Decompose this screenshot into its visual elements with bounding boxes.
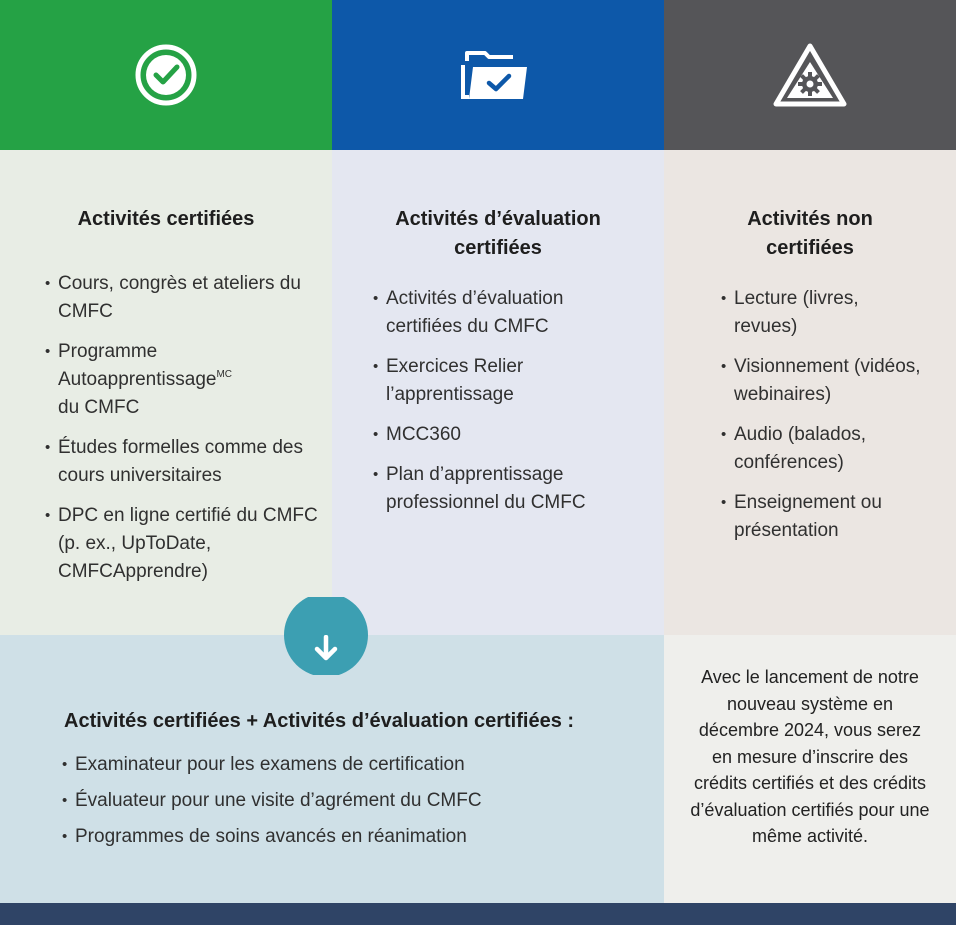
list-item: • Audio (balados, conférences) (721, 421, 921, 477)
arrow-down-icon (284, 597, 368, 675)
footer-bar (0, 903, 956, 925)
certified-title (0, 205, 332, 234)
list-item: • Programmes de soins avancés en réanimation (62, 823, 642, 851)
list-item: • Cours, congrès et ateliers du CMFC (45, 270, 320, 326)
list-item-text: du CMFC (58, 397, 140, 418)
non-certified-title-line2: certifiées (766, 237, 854, 259)
note-text: Avec le lancement de notre nouveau système en décembre 2024, vous serez en mesure d’inscrire des crédits certifiés et des crédits d’évaluation certifiés pour une même activité. (690, 667, 930, 846)
list-item (45, 338, 320, 422)
check-circle-icon (134, 43, 198, 107)
trademark-mark: MC (216, 369, 233, 380)
assessment-header (332, 0, 664, 150)
list-item: • Examinateur pour les examens de certification (62, 751, 642, 779)
assessment-title (332, 205, 664, 263)
list-item: • Lecture (livres, revues) (721, 285, 921, 341)
list-item: • Visionnement (vidéos, webinaires) (721, 353, 921, 409)
list-item: • Exercices Relier l’apprentissage (373, 353, 643, 409)
list-item: • Enseignement ou présentation (721, 489, 921, 545)
list-item: • Activités d’évaluation certifiées du CMFC (373, 285, 643, 341)
assessment-title-line1: Activités d’évaluation (395, 208, 601, 230)
non-certified-title-line1: Activités non (747, 208, 873, 230)
non-certified-title (664, 205, 956, 263)
combined-title: Activités certifiées + Activités d’évaluation certifiées : (64, 710, 575, 732)
list-item: • Études formelles comme des cours universitaires (45, 434, 320, 490)
warning-gear-icon (773, 42, 847, 108)
assessment-title-line2: certifiées (454, 237, 542, 259)
folder-check-icon (461, 47, 535, 103)
certified-panel (0, 150, 332, 635)
non-certified-panel (664, 150, 956, 635)
assessment-list (373, 285, 643, 529)
certified-header (0, 0, 332, 150)
assessment-panel (332, 150, 664, 635)
certified-title-text: Activités certifiées (77, 208, 255, 230)
list-item: • DPC en ligne certifié du CMFC (p. ex., UpToDate, CMFCApprendre) (45, 502, 320, 586)
note-box (664, 635, 956, 903)
list-item: • Évaluateur pour une visite d’agrément du CMFC (62, 787, 642, 815)
list-item-text: Programme Autoapprentissage (58, 341, 217, 390)
combined-list (62, 751, 642, 859)
certified-list (45, 270, 320, 598)
combined-section (0, 635, 664, 903)
non-certified-header (664, 0, 956, 150)
list-item: • MCC360 (373, 421, 643, 449)
list-item: • Plan d’apprentissage professionnel du CMFC (373, 461, 643, 517)
non-certified-list (721, 285, 921, 557)
